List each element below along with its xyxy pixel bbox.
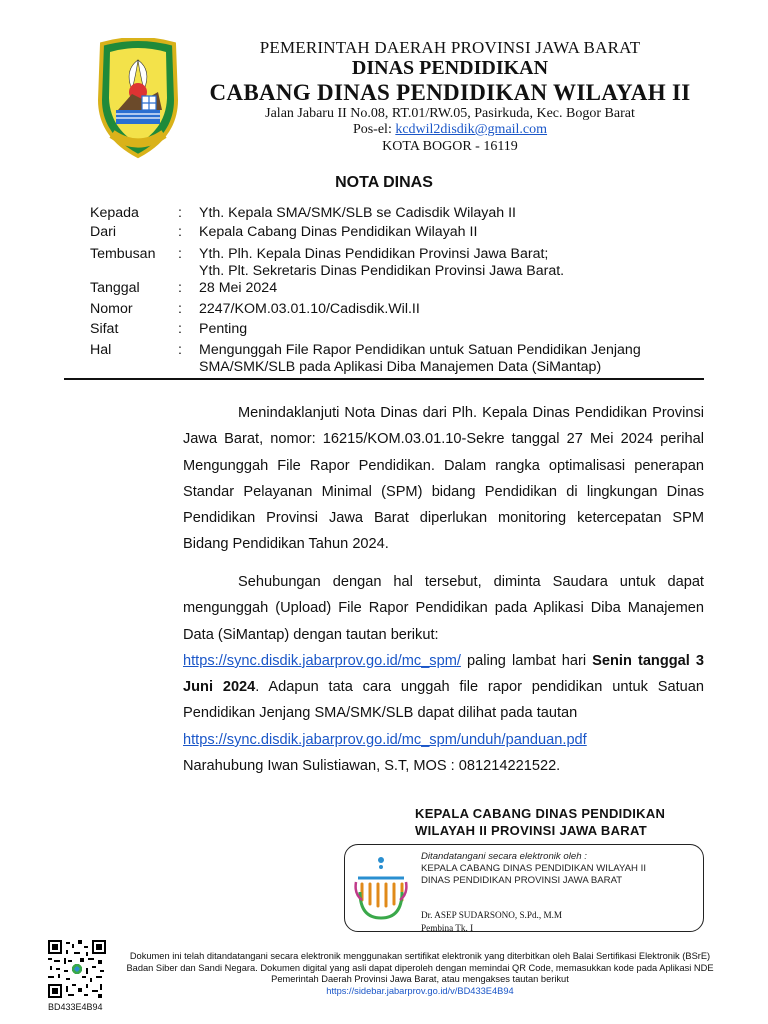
footer-disclaimer [118, 951, 722, 997]
branch-name: CABANG DINAS PENDIDIKAN WILAYAH II [209, 80, 691, 105]
field-label: Tembusan [90, 246, 156, 262]
field-colon: : [178, 205, 182, 221]
field-label: Kepada [90, 205, 139, 221]
field-value: Yth. Kepala SMA/SMK/SLB se Cadisdik Wilayah II [199, 205, 516, 221]
signer-office-2: DINAS PENDIDIKAN PROVINSI JAWA BARAT [421, 875, 623, 886]
body-paragraph-1 [183, 400, 704, 558]
guide-link[interactable]: https://sync.disdik.jabarprov.go.id/mc_spm/unduh/panduan.pdf [183, 731, 587, 748]
email-link[interactable]: kcdwil2disdik@gmail.com [395, 122, 548, 137]
agency-name: DINAS PENDIDIKAN [351, 57, 549, 79]
email-label: Pos-el: [352, 122, 392, 137]
signed-by-label: Ditandatangani secara elektronik oleh : [421, 851, 587, 862]
verification-qr-code[interactable] [48, 940, 106, 998]
deadline-day: Senin [592, 652, 632, 669]
field-value: 2247/KOM.03.01.10/Cadisdik.Wil.II [199, 301, 420, 317]
field-label: Hal [90, 342, 112, 358]
government-name: PEMERINTAH DAERAH PROVINSI JAWA BARAT [259, 38, 641, 57]
field-colon: : [178, 321, 182, 337]
signature-heading-line-2: WILAYAH II PROVINSI JAWA BARAT [415, 823, 647, 838]
field-value: Mengunggah File Rapor Pendidikan untuk Satuan Pendidikan Jenjang [199, 342, 641, 358]
field-colon: : [178, 301, 182, 317]
signature-heading-line-1: KEPALA CABANG DINAS PENDIDIKAN [415, 806, 666, 821]
deadline-date: tanggal 3 Juni 2024 [183, 652, 704, 696]
signer-name: Dr. ASEP SUDARSONO, S.Pd., M.M [421, 910, 563, 920]
field-label: Sifat [90, 321, 119, 337]
signer-office-1: KEPALA CABANG DINAS PENDIDIKAN WILAYAH II [421, 863, 646, 874]
qr-verification-code: BD433E4B94 [48, 1002, 103, 1012]
header-divider [64, 378, 704, 380]
address-line: Jalan Jabaru II No.08, RT.01/RW.05, Pasirkuda, Kec. Bogor Barat [265, 106, 635, 121]
field-value: Kepala Cabang Dinas Pendidikan Wilayah II [199, 224, 478, 240]
signer-rank: Pembina Tk. I [421, 923, 474, 933]
field-value-2: Yth. Plt. Sekretaris Dinas Pendidikan Provinsi Jawa Barat. [199, 263, 565, 279]
field-label: Dari [90, 224, 117, 240]
field-colon: : [178, 342, 182, 358]
email-line [190, 122, 710, 138]
bsre-signature-logo [350, 852, 412, 926]
field-value: 28 Mei 2024 [199, 280, 278, 296]
deadline-text: paling lambat hari [460, 652, 593, 669]
document-title: NOTA DINAS [335, 174, 433, 191]
guide-link-line [183, 727, 704, 753]
upload-link[interactable]: https://sync.disdik.jabarprov.go.id/mc_spm/ [183, 652, 461, 669]
contact-line: Narahubung Iwan Sulistiawan, S.T, MOS : 081214221522. [183, 758, 561, 775]
field-colon: : [178, 246, 182, 262]
field-value: Penting [199, 321, 248, 337]
field-colon: : [178, 224, 182, 240]
field-label: Nomor [90, 301, 133, 317]
field-value: Yth. Plh. Kepala Dinas Pendidikan Provinsi Jawa Barat; [199, 246, 549, 262]
footer-verification-link[interactable]: https://sidebar.jabarprov.go.id/v/BD433E4B94 [326, 985, 514, 996]
paragraph-2-main [183, 648, 704, 727]
signature-heading [415, 805, 665, 839]
field-value-2: SMA/SMK/SLB pada Aplikasi Diba Manajemen Data (SiMantap) [199, 359, 602, 375]
paragraph-2-intro: Sehubungan dengan hal tersebut, diminta Saudara untuk dapat mengunggah (Upload) File Rapor Pendidikan pada Aplikasi Diba Manajemen Data (SiMantap) dengan tautan berikut: [183, 574, 704, 643]
paragraph-text: Menindaklanjuti Nota Dinas dari Plh. Kepala Dinas Pendidikan Provinsi Jawa Barat, nomor: 16215/KOM.03.01.10-Sekre tanggal 27 Mei 2024 perihal Mengunggah File Rapor Pendidikan. Dalam rangka optimalisasi penerapan Standar Pelayanan Minimal (SPM) bidang Pendidikan di lingkungan Dinas Pendidikan Provinsi Jawa Barat diperlukan monitoring ketercepatan SPM Bidang Pendidikan Tahun 2024. [183, 405, 704, 553]
instructions-text: . Adapun tata cara unggah file rapor pendidikan untuk Satuan Pendidikan Jenjang SMA/SMK/SLB dapat dilihat pada tautan [183, 679, 704, 722]
west-java-emblem-logo [92, 38, 184, 160]
footer-text: Dokumen ini telah ditandatangani secara elektronik menggunakan sertifikat elektronik yang diterbitkan oleh Balai Sertifikasi Elektronik (BSrE) Badan Siber dan Sandi Negara. Dokumen digital yang asli dapat diperoleh dengan memindai QR Code, memasukkan kode pada Aplikasi NDE Pemerintah Daerah Provinsi Jawa Barat, atau mengakses tautan berikut [126, 951, 714, 984]
city-line: KOTA BOGOR - 16119 [382, 139, 518, 154]
body-paragraph-2 [183, 569, 704, 779]
field-colon: : [178, 280, 182, 296]
field-label: Tanggal [90, 280, 140, 296]
